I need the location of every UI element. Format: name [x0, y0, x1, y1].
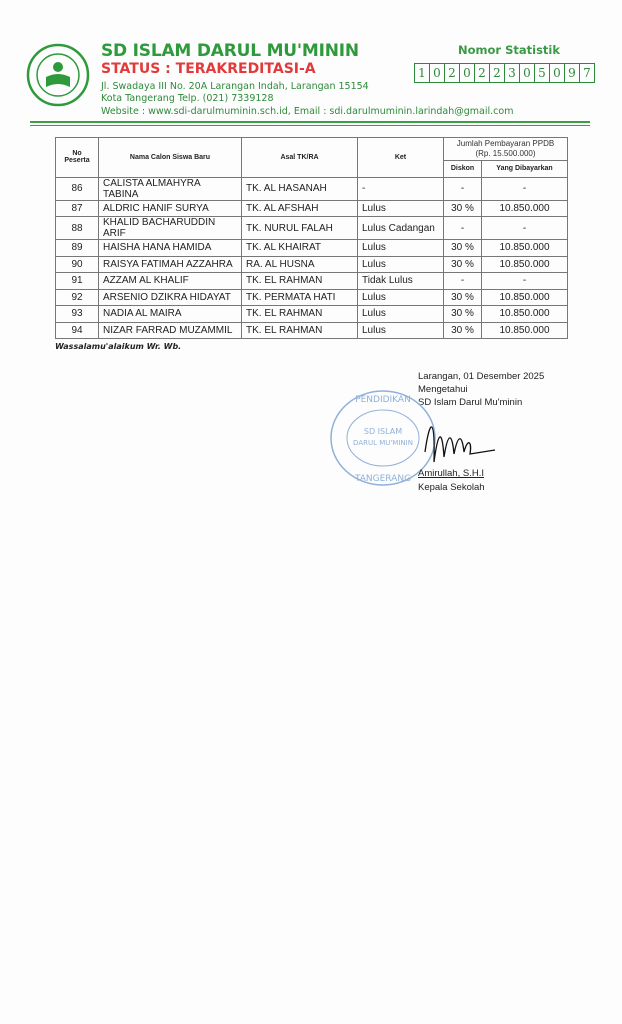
table-row [56, 177, 568, 200]
address: Jl. Swadaya III No. 20A Larangan Indah, Larangan 15154 [101, 81, 369, 92]
cell-ket: - [358, 177, 444, 200]
cell-diskon: 30 % [444, 306, 482, 323]
digit: 3 [505, 64, 520, 82]
col-no: No Peserta [56, 138, 99, 178]
digit: 2 [445, 64, 460, 82]
cell-asal: TK. AL KHAIRAT [242, 240, 358, 257]
header-divider-thin [30, 125, 590, 126]
city-phone: Kota Tangerang Telp. (021) 7339128 [101, 93, 274, 104]
cell-ket: Tidak Lulus [358, 273, 444, 290]
cell-asal: TK. PERMATA HATI [242, 289, 358, 306]
table-row [56, 217, 568, 240]
cell-no: 93 [56, 306, 99, 323]
col-ket: Ket [358, 138, 444, 178]
school-logo [26, 43, 90, 107]
cell-dibayar: 10.850.000 [482, 289, 568, 306]
cell-nama: ARSENIO DZIKRA HIDAYAT [99, 289, 242, 306]
table-row [56, 256, 568, 273]
table-row [56, 200, 568, 217]
cell-dibayar: 10.850.000 [482, 306, 568, 323]
digit: 2 [490, 64, 505, 82]
cell-nama: HAISHA HANA HAMIDA [99, 240, 242, 257]
signatory-name: Amirullah, S.H.I [418, 468, 484, 479]
closing-greeting: Wassalamu'alaikum Wr. Wb. [55, 342, 182, 351]
svg-text:TANGERANG: TANGERANG [354, 474, 412, 484]
cell-dibayar: 10.850.000 [482, 256, 568, 273]
table-row [56, 273, 568, 290]
cell-asal: TK. AL HASANAH [242, 177, 358, 200]
cell-diskon: 30 % [444, 322, 482, 339]
cell-nama: KHALID BACHARUDDIN ARIF [99, 217, 242, 240]
nomor-statistik-label: Nomor Statistik [458, 43, 560, 57]
digit: 1 [415, 64, 430, 82]
table-row [56, 322, 568, 339]
col-jumlah [444, 138, 568, 161]
cell-diskon: 30 % [444, 289, 482, 306]
signatory-title: Kepala Sekolah [418, 482, 485, 493]
cell-diskon: - [444, 273, 482, 290]
cell-asal: TK. EL RAHMAN [242, 322, 358, 339]
cell-dibayar: 10.850.000 [482, 322, 568, 339]
cell-nama: CALISTA ALMAHYRA TABINA [99, 177, 242, 200]
digit: 0 [520, 64, 535, 82]
cell-ket: Lulus [358, 200, 444, 217]
cell-diskon: 30 % [444, 200, 482, 217]
cell-nama: RAISYA FATIMAH AZZAHRA [99, 256, 242, 273]
cell-asal: TK. EL RAHMAN [242, 273, 358, 290]
table-row [56, 289, 568, 306]
cell-dibayar: 10.850.000 [482, 240, 568, 257]
cell-no: 90 [56, 256, 99, 273]
cell-dibayar: 10.850.000 [482, 200, 568, 217]
cell-ket: Lulus [358, 240, 444, 257]
table-row [56, 306, 568, 323]
school-name: SD ISLAM DARUL MU'MININ [101, 41, 359, 61]
jumlah-title: Jumlah Pembayaran PPDB [456, 139, 555, 148]
col-dibayar: Yang Dibayarkan [482, 161, 568, 178]
cell-ket: Lulus [358, 289, 444, 306]
nomor-statistik-boxes [414, 63, 595, 83]
cell-ket: Lulus [358, 306, 444, 323]
cell-nama: NIZAR FARRAD MUZAMMIL [99, 322, 242, 339]
cell-dibayar: - [482, 217, 568, 240]
cell-no: 92 [56, 289, 99, 306]
acknowledged: Mengetahui [418, 384, 468, 395]
cell-ket: Lulus Cadangan [358, 217, 444, 240]
header-divider [30, 121, 590, 123]
digit: 2 [475, 64, 490, 82]
cell-diskon: - [444, 177, 482, 200]
svg-text:PENDIDIKAN: PENDIDIKAN [355, 395, 411, 405]
school-signatory: SD Islam Darul Mu'minin [418, 397, 523, 408]
cell-no: 89 [56, 240, 99, 257]
cell-no: 87 [56, 200, 99, 217]
jumlah-subtitle: (Rp. 15.500.000) [475, 149, 536, 158]
cell-no: 94 [56, 322, 99, 339]
cell-asal: TK. AL AFSHAH [242, 200, 358, 217]
place-date: Larangan, 01 Desember 2025 [418, 371, 545, 382]
col-nama: Nama Calon Siswa Baru [99, 138, 242, 178]
digit: 0 [430, 64, 445, 82]
cell-diskon: 30 % [444, 240, 482, 257]
digit: 0 [460, 64, 475, 82]
cell-dibayar: - [482, 177, 568, 200]
digit: 9 [565, 64, 580, 82]
cell-diskon: 30 % [444, 256, 482, 273]
cell-diskon: - [444, 217, 482, 240]
digit: 7 [583, 66, 591, 80]
cell-no: 86 [56, 177, 99, 200]
cell-asal: TK. EL RAHMAN [242, 306, 358, 323]
digit: 0 [550, 64, 565, 82]
svg-text:DARUL MU'MININ: DARUL MU'MININ [353, 439, 413, 447]
web-email: Website : www.sdi-darulmuminin.sch.id, Email : sdi.darulmuminin.larindah@gmail.com [101, 106, 514, 117]
cell-asal: TK. NURUL FALAH [242, 217, 358, 240]
cell-nama: NADIA AL MAIRA [99, 306, 242, 323]
accreditation-status: STATUS : TERAKREDITASI-A [101, 61, 316, 77]
cell-ket: Lulus [358, 256, 444, 273]
cell-ket: Lulus [358, 322, 444, 339]
cell-nama: ALDRIC HANIF SURYA [99, 200, 242, 217]
svg-text:SD ISLAM: SD ISLAM [363, 427, 403, 436]
cell-dibayar: - [482, 273, 568, 290]
cell-no: 91 [56, 273, 99, 290]
cell-asal: RA. AL HUSNA [242, 256, 358, 273]
digit: 5 [535, 64, 550, 82]
signature [420, 412, 500, 472]
col-asal: Asal TK/RA [242, 138, 358, 178]
col-diskon: Diskon [444, 161, 482, 178]
results-table [55, 137, 568, 339]
table-row [56, 240, 568, 257]
cell-no: 88 [56, 217, 99, 240]
cell-nama: AZZAM AL KHALIF [99, 273, 242, 290]
